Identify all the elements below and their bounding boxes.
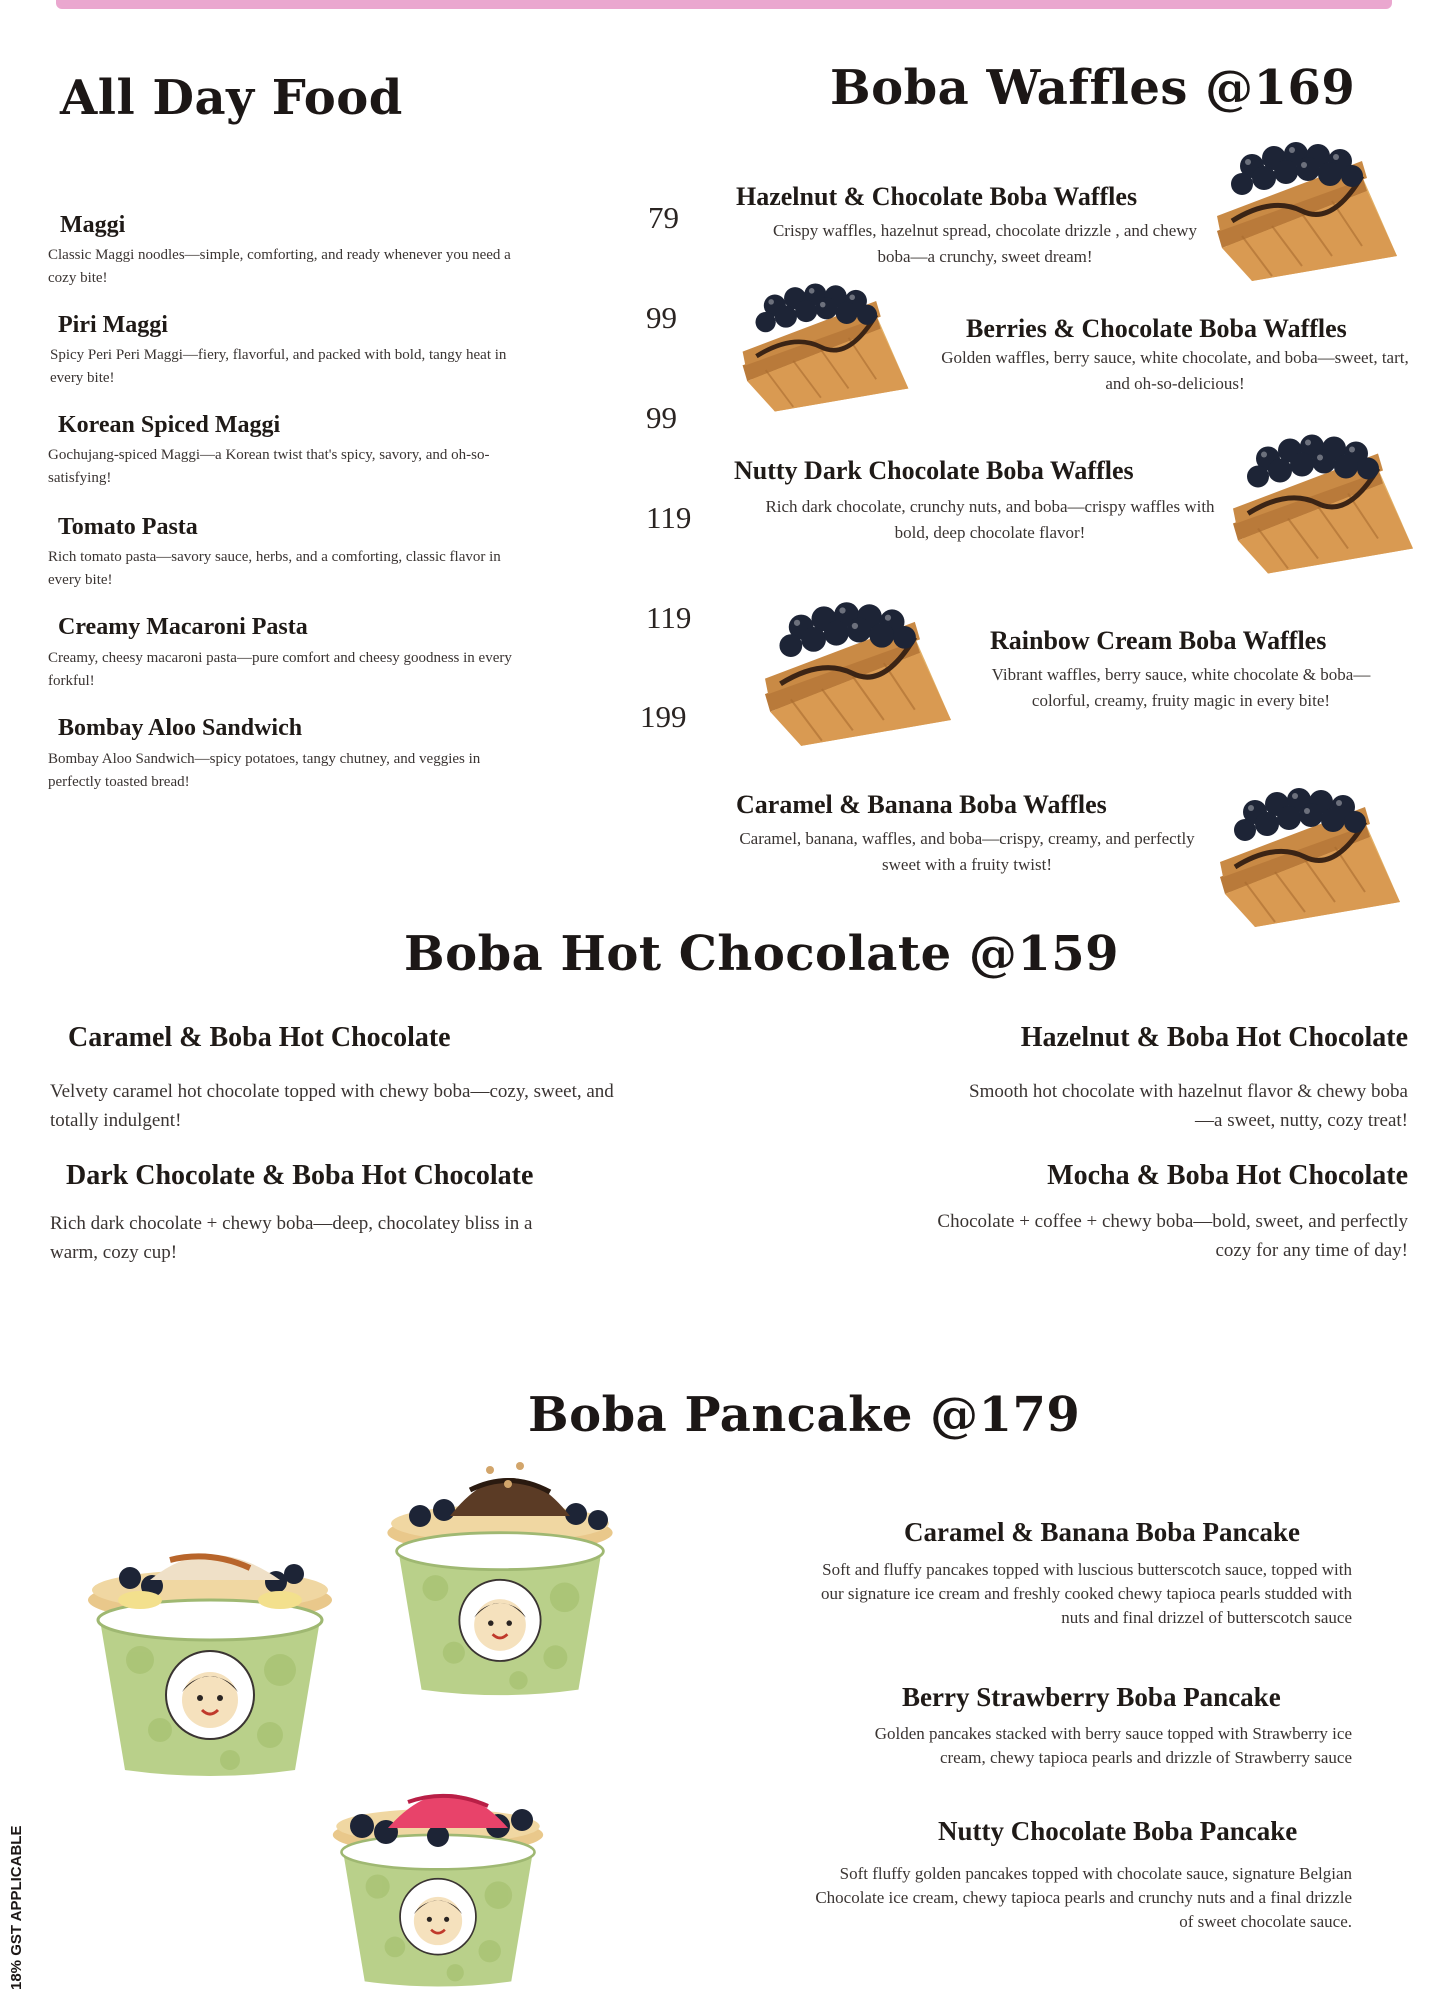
hot-chocolate-item-name: Caramel & Boba Hot Chocolate [68,1022,451,1053]
pancake-item-desc: Soft fluffy golden pancakes topped with chocolate sauce, signature Belgian Chocolate ice cream, chewy tapioca pearls and crunchy nuts and a final drizzle of sweet chocolate sauce. [815,1864,1352,1932]
waffle-image [1212,136,1402,286]
food-item-price: 199 [640,699,687,734]
food-item-desc: Classic Maggi noodles—simple, comforting, and ready whenever you need a cozy bite! [48,247,511,286]
pancake-cup-image [318,1740,558,1990]
food-item-name: Bombay Aloo Sandwich [58,715,303,741]
section-title-boba-pancake: Boba Pancake @179 [528,1387,1081,1443]
pancake-item-desc: Golden pancakes stacked with berry sauce topped with Strawberry ice cream, chewy tapioca pearls and drizzle of Strawberry sauce [874,1724,1352,1768]
food-item-name: Maggi [60,212,126,238]
food-item-desc: Rich tomato pasta—savory sauce, herbs, and a comforting, classic flavor in every bite! [48,549,501,588]
waffle-image [1228,426,1418,581]
food-item-price: 99 [646,400,677,435]
food-item-name: Korean Spiced Maggi [58,412,281,438]
top-accent-bar [56,0,1392,9]
hot-chocolate-item-desc: Smooth hot chocolate with hazelnut flavor & chewy boba—a sweet, nutty, cozy treat! [969,1081,1408,1131]
food-item-price: 99 [646,300,677,335]
waffle-item-desc: Caramel, banana, waffles, and boba—crispy, creamy, and perfectly sweet with a fruity twist! [739,829,1195,874]
hot-chocolate-item-name: Hazelnut & Boba Hot Chocolate [1020,1022,1408,1053]
waffle-image [758,596,958,751]
pancake-item-name: Caramel & Banana Boba Pancake [904,1517,1301,1547]
food-item-desc: Bombay Aloo Sandwich—spicy potatoes, tangy chutney, and veggies in perfectly toasted bread! [48,751,481,790]
waffle-item-desc: Vibrant waffles, berry sauce, white chocolate & boba—colorful, creamy, fruity magic in every bite! [991,665,1371,710]
pancake-cup-image [380,1430,620,1700]
pancake-item-name: Nutty Chocolate Boba Pancake [938,1816,1298,1846]
food-item-price: 79 [648,200,679,235]
food-item-desc: Gochujang-spiced Maggi—a Korean twist that's spicy, savory, and oh-so-satisfying! [48,447,490,486]
hot-chocolate-item-name: Mocha & Boba Hot Chocolate [1047,1160,1408,1191]
food-item-name: Creamy Macaroni Pasta [58,614,308,640]
food-item-desc: Creamy, cheesy macaroni pasta—pure comfort and cheesy goodness in every forkful! [48,650,512,689]
pancake-item-name: Berry Strawberry Boba Pancake [902,1682,1281,1712]
food-item-price: 119 [646,500,692,535]
section-title-boba-hot-chocolate: Boba Hot Chocolate @159 [404,926,1120,982]
waffle-item-name: Caramel & Banana Boba Waffles [736,790,1107,819]
hot-chocolate-item-desc: Rich dark chocolate + chewy boba—deep, chocolatey bliss in a warm, cozy cup! [50,1213,533,1263]
waffle-image [1210,782,1410,932]
hot-chocolate-item-name: Dark Chocolate & Boba Hot Chocolate [66,1160,534,1191]
waffle-item-name: Berries & Chocolate Boba Waffles [966,314,1347,343]
food-item-price: 119 [646,600,692,635]
waffle-image [738,272,913,422]
waffle-item-name: Hazelnut & Chocolate Boba Waffles [736,182,1138,211]
food-item-name: Piri Maggi [58,312,168,338]
hot-chocolate-item-desc: Velvety caramel hot chocolate topped with chewy boba—cozy, sweet, and totally indulgent! [50,1081,614,1131]
gst-note: 18% GST APPLICABLE [8,1825,25,1990]
section-title-boba-waffles: Boba Waffles @169 [830,60,1356,116]
waffle-item-name: Rainbow Cream Boba Waffles [990,626,1327,655]
hot-chocolate-item-desc: Chocolate + coffee + chewy boba—bold, sweet, and perfectly cozy for any time of day! [937,1211,1408,1261]
pancake-cup-image [80,1490,340,1780]
waffle-item-desc: Golden waffles, berry sauce, white chocolate, and boba—sweet, tart, and oh-so-delicious! [941,348,1409,393]
waffle-item-desc: Crispy waffles, hazelnut spread, chocolate drizzle , and chewy boba—a crunchy, sweet dream! [772,221,1198,266]
pancake-item-desc: Soft and fluffy pancakes topped with luscious butterscotch sauce, topped with our signature ice cream and freshly cooked chewy tapioca pearls studded with nuts and final drizzel of butterscotch sauce [820,1560,1352,1628]
waffle-item-desc: Rich dark chocolate, crunchy nuts, and boba—crispy waffles with bold, deep chocolate flavor! [765,497,1215,542]
section-title-all-day-food: All Day Food [60,70,403,126]
food-item-desc: Spicy Peri Peri Maggi—fiery, flavorful, and packed with bold, tangy heat in every bite! [50,347,507,386]
food-item-name: Tomato Pasta [58,514,198,540]
waffle-item-name: Nutty Dark Chocolate Boba Waffles [734,456,1134,485]
